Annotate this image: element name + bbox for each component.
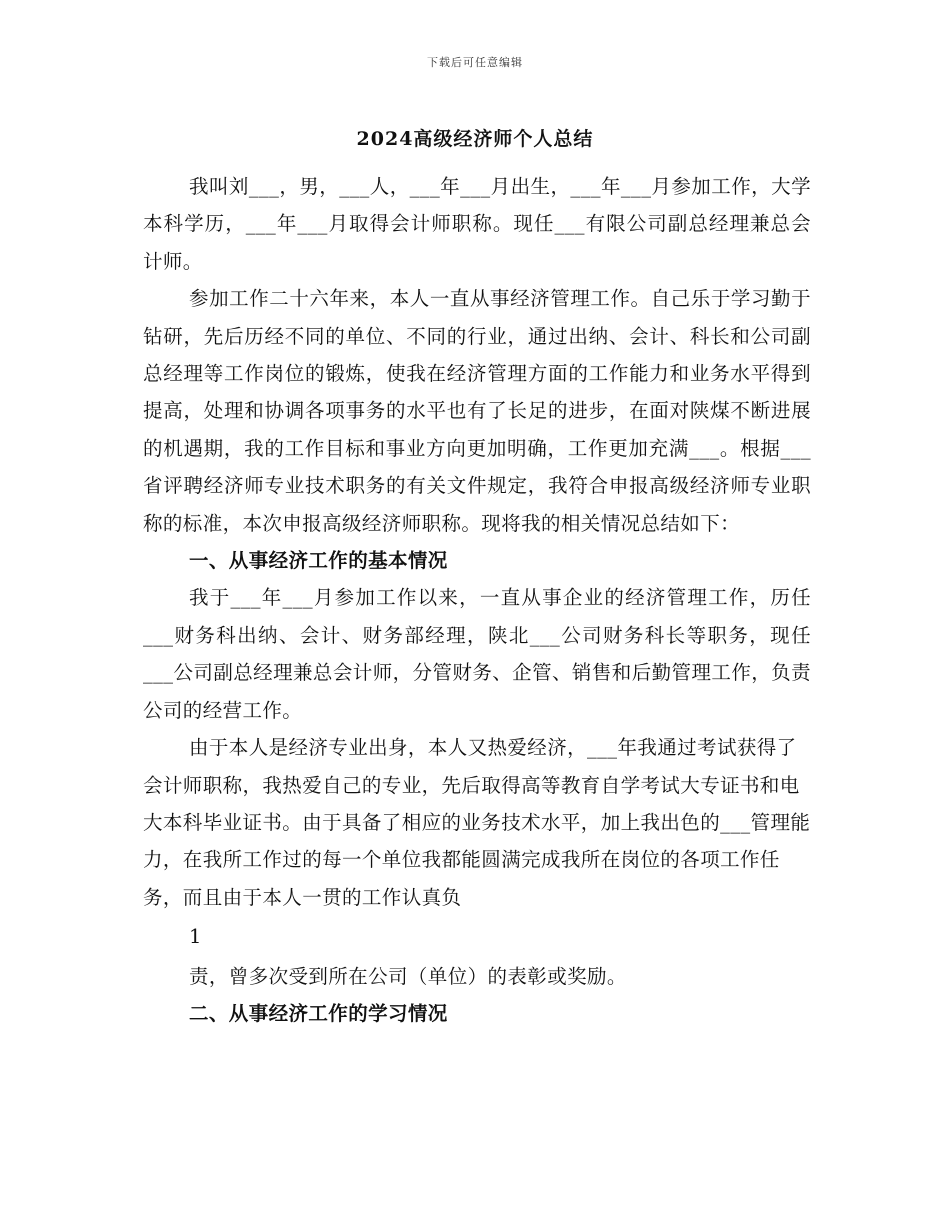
paragraph-qualifications: 由于本人是经济专业出身，本人又热爱经济，___年我通过考试获得了会计师职称，我热爱自己的专业，先后取得高等教育自学考试大专证书和电大本科毕业证书。由于具备了相应的业务技术水平，加上我出色的___管理能力，在我所工作过的每一个单位我都能圆满完成我所在岗位的各项工作任务，而且由于本人一贯的工作认真负	[143, 736, 811, 909]
section-heading-2: 二、从事经济工作的学习情况	[189, 1001, 448, 1025]
paragraph-experience: 参加工作二十六年来，本人一直从事经济管理工作。自己乐于学习勤于钻研，先后历经不同的单位、不同的行业，通过出纳、会计、科长和公司副总经理等工作岗位的锻炼，使我在经济管理方面的工作能力和业务水平得到提高，处理和协调各项事务的水平也有了长足的进步，在面对陕煤不断进展的机遇期，我的工作目标和事业方向更加明确，工作更加充满___。根据___省评聘经济师专业技术职务的有关文件规定，我符合申报高级经济师专业职称的标准，本次申报高级经济师职称。现将我的相关情况总结如下：	[143, 287, 811, 535]
paragraph-work-history: 我于___年___月参加工作以来，一直从事企业的经济管理工作，历任___财务科出纳、会计、财务部经理，陕北___公司财务科长等职务，现任___公司副总经理兼总会计师，分管财务、企管、销售和后勤管理工作，负责公司的经营工作。	[143, 586, 811, 722]
document-title: 2024高级经济师个人总结	[356, 128, 594, 150]
paragraph-continuation: 责，曾多次受到所在公司（单位）的表彰或奖励。	[189, 964, 627, 988]
document-body	[143, 168, 811, 1032]
paragraph-intro: 我叫刘___，男，___人，___年___月出生，___年___月参加工作，大学本科学历，___年___月取得会计师职称。现任___有限公司副总经理兼总会计师。	[143, 175, 811, 273]
section-heading-1: 一、从事经济工作的基本情况	[189, 549, 448, 573]
page-number: 1	[189, 925, 202, 949]
header-note: 下载后可任意编辑	[427, 56, 523, 69]
